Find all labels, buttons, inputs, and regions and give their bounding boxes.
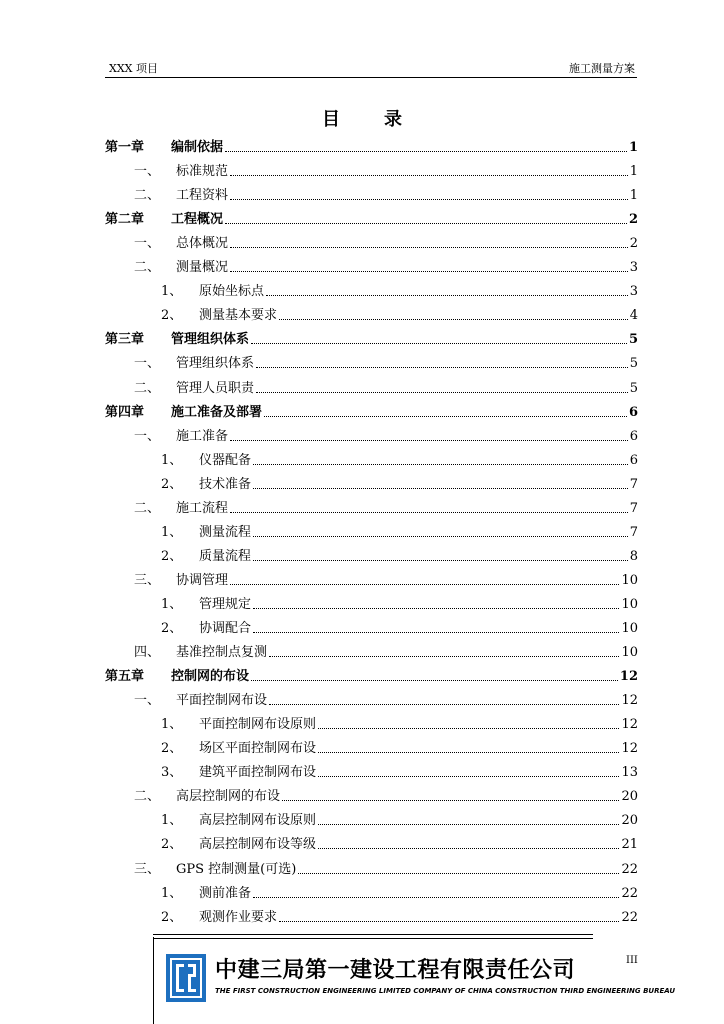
toc-entry-title: 控制网的布设 xyxy=(171,669,250,685)
toc-leader-dots xyxy=(269,703,619,705)
toc-entry-number: 二、 xyxy=(134,188,161,204)
toc-entry-page: 4 xyxy=(629,308,638,324)
toc-heading-part1: 目 xyxy=(322,109,340,130)
toc-entry[interactable] xyxy=(161,449,638,469)
toc-entry[interactable] xyxy=(161,882,638,902)
company-logo-icon xyxy=(166,954,206,1002)
toc-entry-title: 基准控制点复测 xyxy=(176,645,268,661)
toc-entry[interactable] xyxy=(105,136,638,156)
toc-entry[interactable] xyxy=(161,737,638,757)
toc-entry-title: 施工准备 xyxy=(176,428,229,444)
toc-entry-title: 原始坐标点 xyxy=(199,284,265,300)
toc-leader-dots xyxy=(253,607,619,609)
footer-vertical-rule xyxy=(153,937,154,1024)
toc-entry[interactable] xyxy=(134,858,638,878)
toc-entry-title: 总体概况 xyxy=(176,236,229,252)
header-doc-title: 施工测量方案 xyxy=(569,62,635,75)
toc-entry[interactable] xyxy=(134,184,638,204)
toc-entry-title: 场区平面控制网布设 xyxy=(199,741,317,757)
toc-entry-title: 管理组织体系 xyxy=(176,356,255,372)
toc-entry-page: 3 xyxy=(629,284,638,300)
toc-entry[interactable] xyxy=(161,521,638,541)
toc-entry-page: 12 xyxy=(619,669,638,685)
toc-entry-title: 工程概况 xyxy=(171,212,224,228)
toc-entry-number: 1、 xyxy=(161,284,183,300)
toc-entry-number: 1、 xyxy=(161,813,183,829)
toc-entry-page: 20 xyxy=(621,813,638,829)
toc-entry-page: 12 xyxy=(621,741,638,757)
toc-leader-dots xyxy=(256,366,628,368)
toc-leader-dots xyxy=(251,342,627,344)
toc-entry-title: GPS 控制测量(可选) xyxy=(176,861,297,877)
toc-leader-dots xyxy=(264,415,627,417)
toc-entry-number: 2、 xyxy=(161,909,183,925)
toc-entry-number: 第二章 xyxy=(105,212,145,228)
toc-leader-dots xyxy=(253,559,628,561)
toc-entry[interactable] xyxy=(134,569,638,589)
toc-entry-number: 2、 xyxy=(161,741,183,757)
toc-entry-title: 观测作业要求 xyxy=(199,909,278,925)
toc-entry[interactable] xyxy=(105,665,638,685)
toc-entry-page: 1 xyxy=(629,164,638,180)
toc-entry[interactable] xyxy=(161,617,638,637)
page-header xyxy=(105,61,637,78)
toc-leader-dots xyxy=(253,463,628,465)
toc-entry[interactable] xyxy=(134,425,638,445)
toc-entry[interactable] xyxy=(105,208,638,228)
toc-entry-number: 第一章 xyxy=(105,140,145,155)
toc-entry-title: 管理人员职责 xyxy=(176,380,255,396)
toc-entry-page: 1 xyxy=(629,188,638,204)
toc-leader-dots xyxy=(269,655,619,657)
toc-entry-number: 1、 xyxy=(161,717,183,733)
toc-entry[interactable] xyxy=(134,497,638,517)
toc-entry-number: 四、 xyxy=(134,645,161,661)
toc-entry-page: 20 xyxy=(621,789,638,805)
toc-entry-title: 平面控制网布设 xyxy=(176,693,268,709)
toc-entry-title: 测量概况 xyxy=(176,260,229,276)
toc-leader-dots xyxy=(256,391,628,393)
toc-entry[interactable] xyxy=(105,401,638,421)
toc-entry-title: 管理规定 xyxy=(199,596,252,612)
toc-leader-dots xyxy=(230,246,628,248)
toc-entry-number: 2、 xyxy=(161,308,183,324)
toc-entry-page: 12 xyxy=(621,717,638,733)
toc-entry-page: 5 xyxy=(629,380,638,396)
toc-entry-page: 22 xyxy=(621,909,638,925)
toc-entry[interactable] xyxy=(161,545,638,565)
toc-entry[interactable] xyxy=(161,713,638,733)
toc-entry-title: 建筑平面控制网布设 xyxy=(199,765,317,781)
toc-entry-page: 5 xyxy=(629,356,638,372)
toc-entry-title: 高层控制网布设等级 xyxy=(199,837,317,853)
toc-entry-title: 平面控制网布设原则 xyxy=(199,717,317,733)
toc-entry-number: 三、 xyxy=(134,572,161,588)
page-number: III xyxy=(626,955,638,966)
toc-entry[interactable] xyxy=(161,473,638,493)
toc-entry-number: 一、 xyxy=(134,693,161,709)
toc-entry-page: 8 xyxy=(629,548,638,564)
toc-entry-title: 高层控制网布设原则 xyxy=(199,813,317,829)
toc-entry-title: 测量流程 xyxy=(199,524,252,540)
toc-leader-dots xyxy=(318,727,619,729)
toc-entry-number: 第五章 xyxy=(105,669,145,685)
toc-entry-number: 2、 xyxy=(161,837,183,853)
toc-entry-page: 10 xyxy=(621,645,638,661)
toc-entry-number: 1、 xyxy=(161,452,183,468)
toc-entry-page: 7 xyxy=(629,476,638,492)
toc-entry-page: 10 xyxy=(621,621,638,636)
toc-entry-page: 6 xyxy=(629,428,638,444)
toc-leader-dots xyxy=(230,583,619,585)
toc-entry-title: 高层控制网的布设 xyxy=(176,789,281,805)
toc-entry-page: 1 xyxy=(628,140,638,155)
toc-entry-number: 2、 xyxy=(161,548,183,564)
toc-entry-title: 协调管理 xyxy=(176,572,229,588)
toc-leader-dots xyxy=(279,920,619,922)
toc-entry-number: 第四章 xyxy=(105,404,145,420)
toc-entry[interactable] xyxy=(134,256,638,276)
toc-entry-number: 一、 xyxy=(134,164,161,180)
toc-entry-page: 22 xyxy=(621,885,638,901)
toc-entry-page: 7 xyxy=(629,500,638,516)
company-name-en: THE FIRST CONSTRUCTION ENGINEERING LIMITED COMPANY OF CHINA CONSTRUCTION THIRD ENGINEERING BUREAU xyxy=(215,987,676,995)
toc-entry[interactable] xyxy=(134,785,638,805)
toc-entry-number: 二、 xyxy=(134,789,161,805)
toc-entry-title: 质量流程 xyxy=(199,548,252,564)
toc-entry-title: 测量基本要求 xyxy=(199,308,278,324)
toc-entry[interactable] xyxy=(134,641,638,661)
toc-leader-dots xyxy=(318,775,619,777)
toc-entry[interactable] xyxy=(134,377,638,397)
toc-entry-number: 一、 xyxy=(134,428,161,444)
toc-entry-title: 施工流程 xyxy=(176,500,229,516)
toc-entry-title: 标准规范 xyxy=(176,164,229,180)
toc-entry-title: 技术准备 xyxy=(199,476,252,492)
toc-entry[interactable] xyxy=(161,906,638,926)
toc-entry[interactable] xyxy=(105,328,638,348)
toc-entry-page: 12 xyxy=(621,693,638,709)
toc-entry-number: 1、 xyxy=(161,524,183,540)
toc-leader-dots xyxy=(253,631,619,633)
toc-entry-title: 测前准备 xyxy=(199,885,252,901)
company-name-cn: 中建三局第一建设工程有限责任公司 xyxy=(215,958,576,983)
toc-entry-number: 第三章 xyxy=(105,332,145,348)
toc-leader-dots xyxy=(266,294,628,296)
toc-entry-page: 2 xyxy=(629,236,638,252)
toc-leader-dots xyxy=(230,174,628,176)
toc-entry[interactable] xyxy=(134,232,638,252)
footer-divider xyxy=(153,934,593,939)
toc-entry-number: 1、 xyxy=(161,596,183,612)
toc-leader-dots xyxy=(225,150,627,152)
toc-entry-page: 6 xyxy=(629,452,638,468)
toc-entry-number: 三、 xyxy=(134,861,161,877)
toc-entry[interactable] xyxy=(161,833,638,853)
toc-entry-page: 10 xyxy=(621,572,638,588)
toc-entry-number: 2、 xyxy=(161,621,183,636)
toc-entry-title: 施工准备及部署 xyxy=(171,404,263,420)
toc-entry-number: 1、 xyxy=(161,885,183,901)
toc-leader-dots xyxy=(253,535,628,537)
toc-entry-page: 22 xyxy=(621,861,638,877)
toc-leader-dots xyxy=(253,896,619,898)
toc-entry-page: 10 xyxy=(621,596,638,612)
toc-leader-dots xyxy=(318,823,619,825)
toc-leader-dots xyxy=(225,222,627,224)
toc-leader-dots xyxy=(253,487,628,489)
toc-heading xyxy=(0,105,724,131)
toc-leader-dots xyxy=(298,872,619,874)
toc-entry-number: 二、 xyxy=(134,260,161,276)
toc-entry-page: 21 xyxy=(621,837,638,853)
toc-heading-part2: 录 xyxy=(384,109,402,130)
toc-leader-dots xyxy=(251,679,618,681)
toc-leader-dots xyxy=(318,751,619,753)
toc-entry-page: 2 xyxy=(628,212,638,228)
toc-entry-title: 工程资料 xyxy=(176,188,229,204)
toc-entry-page: 6 xyxy=(628,404,638,420)
toc-entry[interactable] xyxy=(134,689,638,709)
toc-leader-dots xyxy=(230,439,628,441)
toc-entry[interactable] xyxy=(161,761,638,781)
toc-entry-page: 5 xyxy=(628,332,638,348)
toc-entry-title: 仪器配备 xyxy=(199,452,252,468)
toc-entry-number: 一、 xyxy=(134,236,161,252)
toc-entry[interactable] xyxy=(134,352,638,372)
toc-entry-page: 7 xyxy=(629,524,638,540)
toc-entry-number: 二、 xyxy=(134,380,161,396)
header-project: XXX 项目 xyxy=(109,62,158,75)
toc-entry-number: 一、 xyxy=(134,356,161,372)
toc-entry-title: 协调配合 xyxy=(199,621,252,636)
toc-entry-number: 2、 xyxy=(161,476,183,492)
toc-entry[interactable] xyxy=(161,593,638,613)
toc-entry[interactable] xyxy=(134,160,638,180)
toc-leader-dots xyxy=(282,799,619,801)
toc-leader-dots xyxy=(279,318,628,320)
toc-leader-dots xyxy=(318,847,619,849)
toc-entry-page: 3 xyxy=(629,260,638,276)
toc-entry[interactable] xyxy=(161,304,638,324)
toc-leader-dots xyxy=(230,198,628,200)
toc-entry-number: 3、 xyxy=(161,765,183,781)
toc-entry[interactable] xyxy=(161,280,638,300)
toc-entry-number: 二、 xyxy=(134,500,161,516)
toc-entry-title: 编制依据 xyxy=(171,140,224,155)
toc-entry[interactable] xyxy=(161,809,638,829)
toc-entry-title: 管理组织体系 xyxy=(171,332,250,348)
toc-leader-dots xyxy=(230,511,628,513)
toc-leader-dots xyxy=(230,270,628,272)
toc-entry-page: 13 xyxy=(621,765,638,781)
